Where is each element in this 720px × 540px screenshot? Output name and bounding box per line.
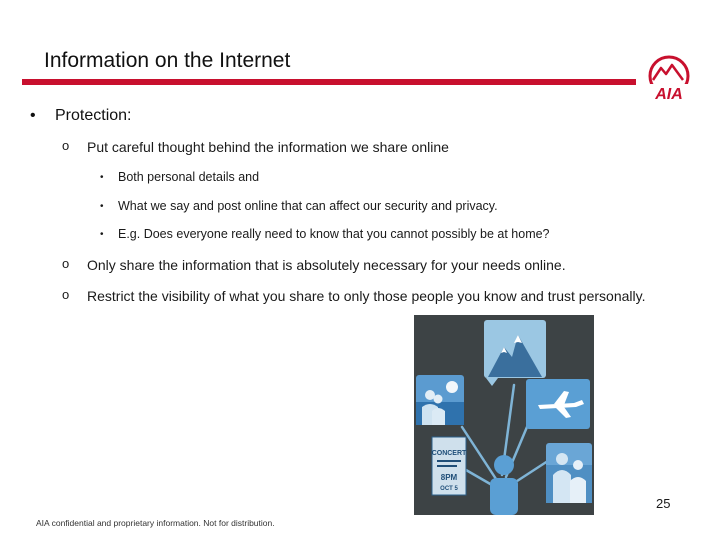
point-marker: o [62,138,70,153]
point-text: Restrict the visibility of what you share to only those people you know and trust personally. [87,288,646,304]
bullet-text: Protection: [55,107,132,124]
bullet-marker: • [30,107,36,124]
person-figure [490,455,518,515]
subpoint-marker: • [100,201,104,212]
poster-date: OCT 5 [440,486,458,492]
subpoint-text: Both personal details and [118,170,260,184]
aia-logo [644,54,694,104]
confidentiality-footer: AIA confidential and proprietary information. Not for distribution. [36,518,275,528]
concert-poster-bubble [432,437,467,495]
point-text: Put careful thought behind the information we share online [87,139,449,155]
subpoint-marker: • [100,172,104,183]
family-photo-bubble [546,443,592,503]
sharing-illustration [414,315,594,515]
point-text: Only share the information that is absolutely necessary for your needs online. [87,257,566,273]
point-marker: o [62,287,70,302]
title-underline [22,79,636,85]
point-marker: o [62,256,70,271]
poster-headline: CONCERT [431,450,467,457]
subpoint-marker: • [100,229,104,240]
poster-time: 8PM [440,473,458,482]
mountain-photo-bubble [484,320,546,386]
subpoint-text: What we say and post online that can affect our security and privacy. [118,199,498,213]
airplane-bubble [526,379,590,429]
logo-wordmark: AIA [655,86,683,103]
page-number: 25 [656,496,671,511]
slide-title: Information on the Internet [44,49,291,72]
subpoint-text: E.g. Does everyone really need to know that you cannot possibly be at home? [118,227,550,241]
beach-photo-bubble [416,375,464,425]
